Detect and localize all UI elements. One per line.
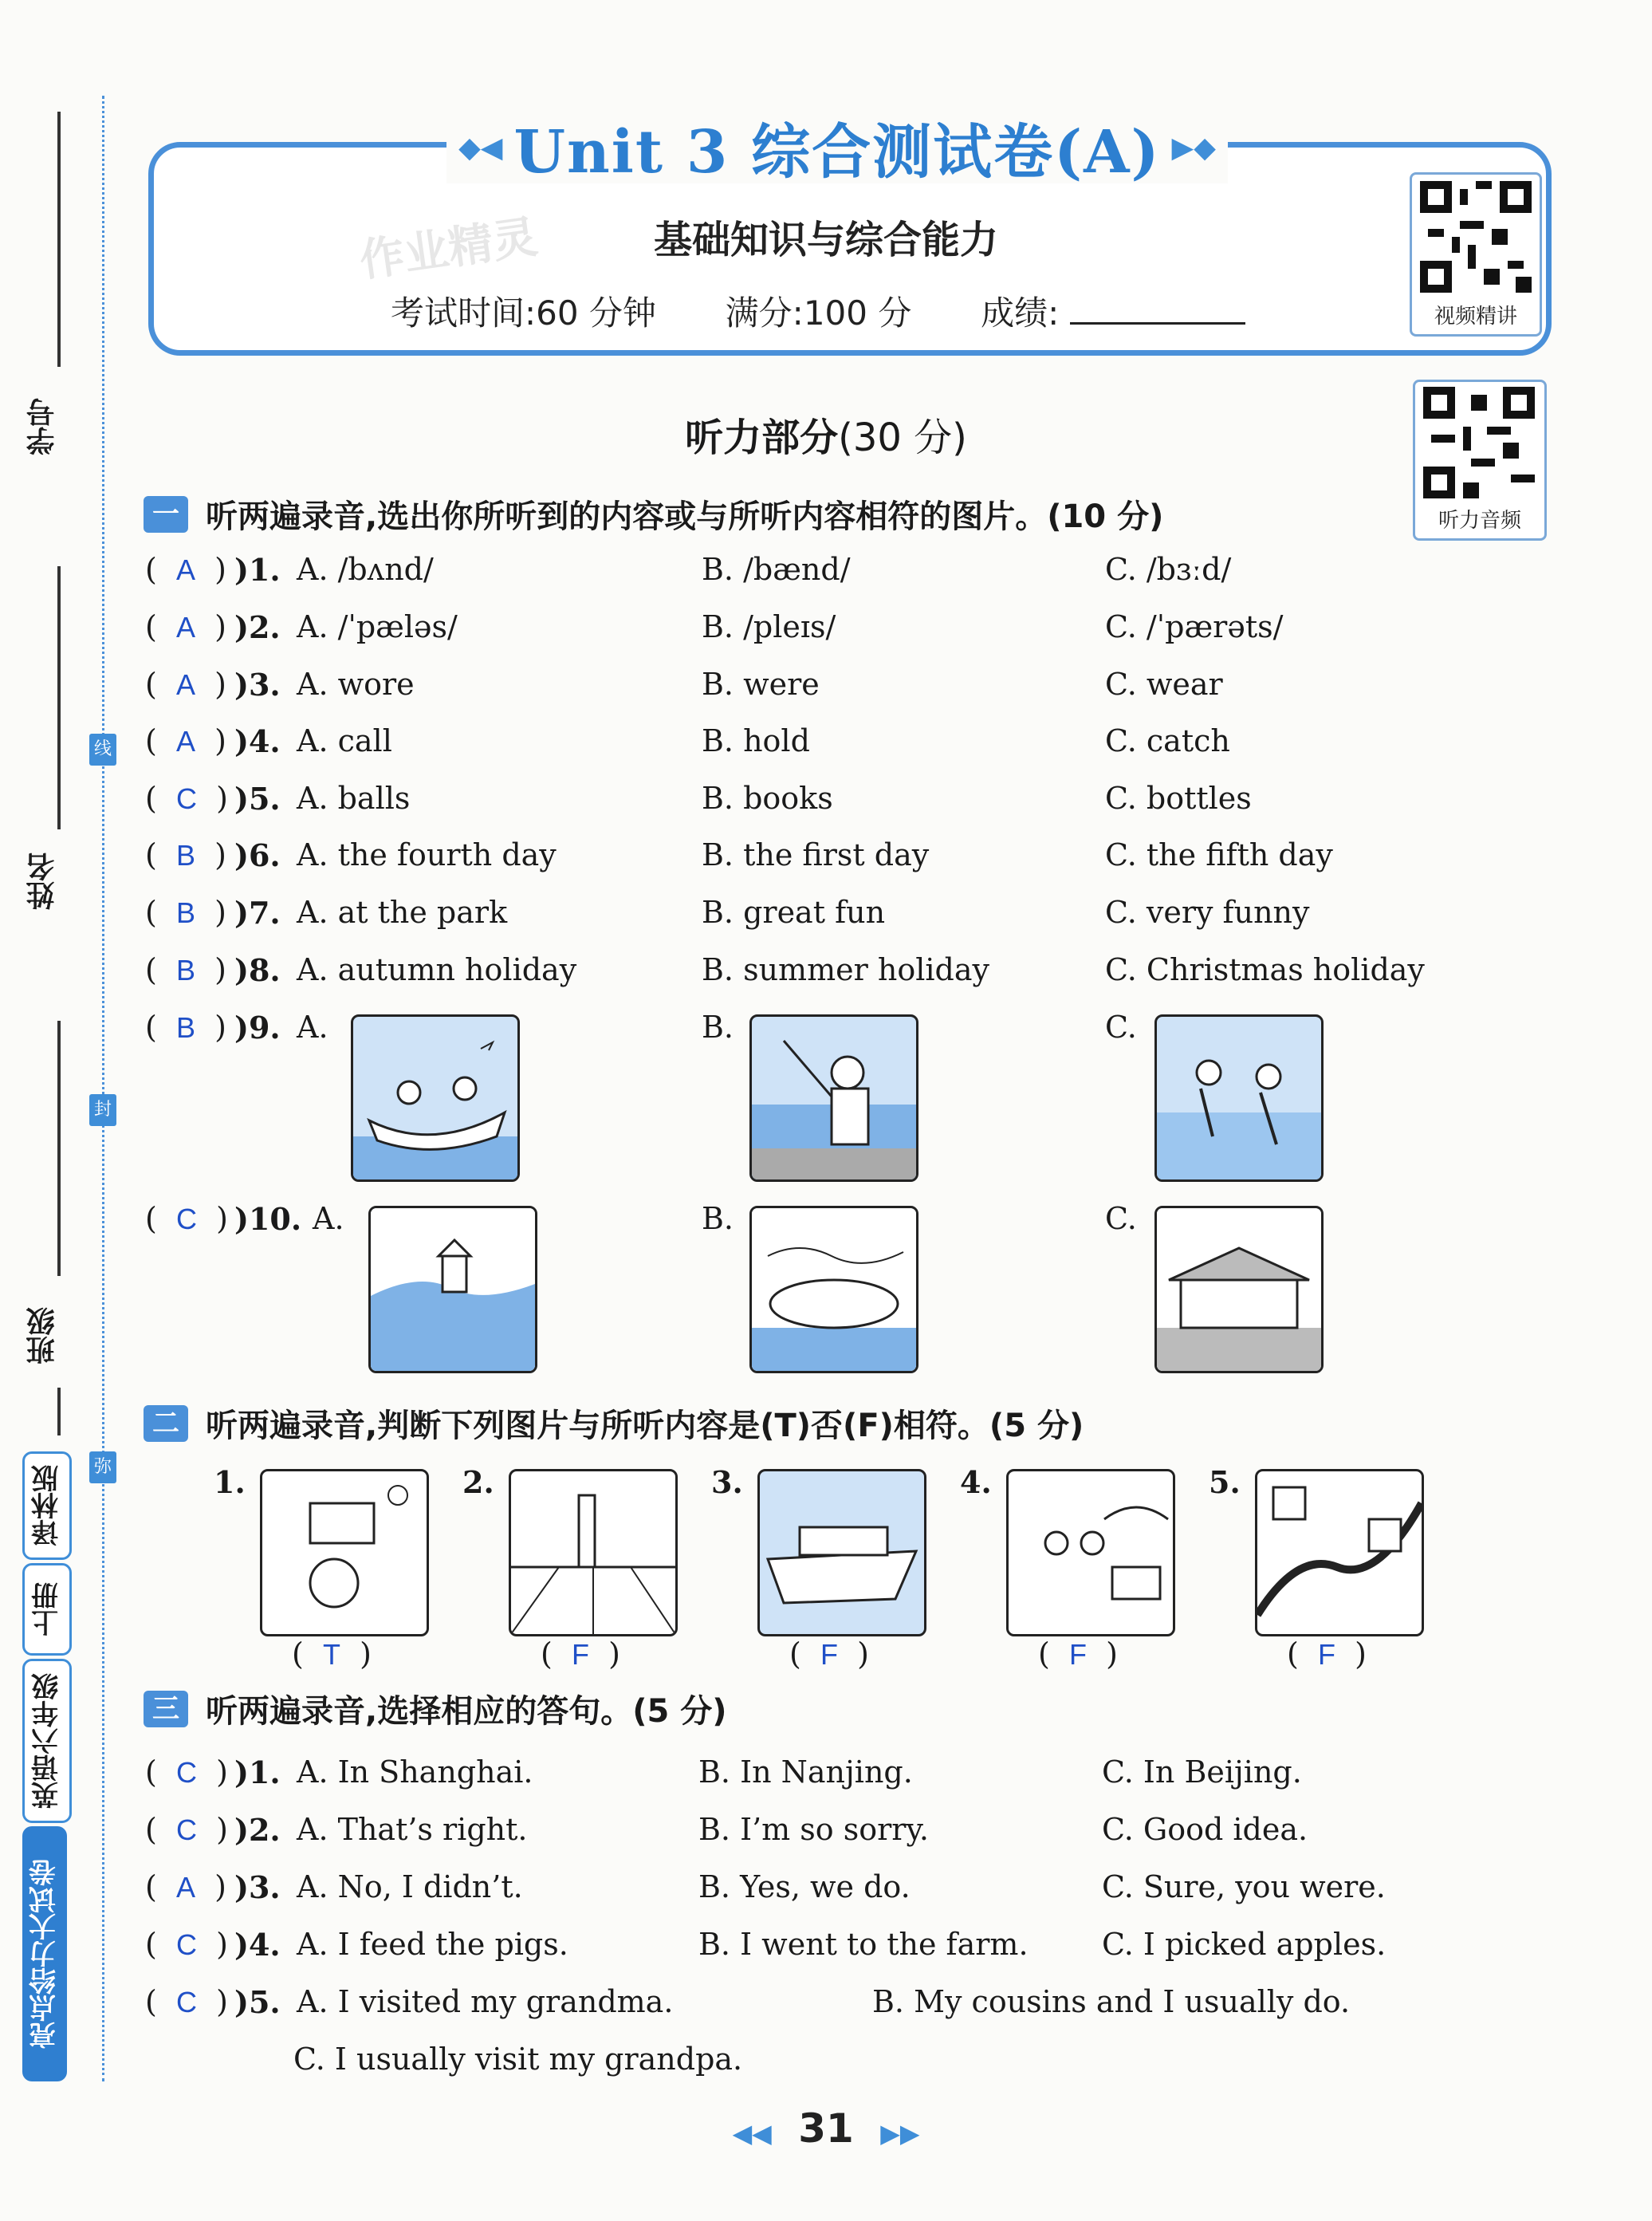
page-number bbox=[0, 2105, 1652, 2152]
question-number: )1. bbox=[234, 1754, 281, 1790]
tf-answer: F bbox=[571, 1638, 589, 1671]
tf-answer: F bbox=[820, 1638, 838, 1671]
answer-letter: A bbox=[175, 668, 195, 701]
tf-answer-paren: ( F ) bbox=[541, 1636, 620, 1672]
picture-fishing bbox=[749, 1014, 918, 1182]
option-a: A. the fourth day bbox=[297, 837, 557, 872]
seal-mark-feng: 封 bbox=[89, 1094, 116, 1126]
question-number: )8. bbox=[234, 952, 281, 988]
tf-answer: F bbox=[1068, 1638, 1087, 1671]
answer-letter: B bbox=[175, 896, 195, 929]
option-b: B. books bbox=[702, 781, 833, 816]
answer-paren: ( A ) bbox=[145, 1869, 226, 1904]
option-c: C. Sure, you were. bbox=[1102, 1869, 1386, 1904]
tf-answer-paren: ( T ) bbox=[292, 1636, 372, 1672]
option-c: C. the fifth day bbox=[1105, 837, 1333, 872]
exam-info bbox=[391, 287, 1245, 335]
listening-title: 听力部分 bbox=[685, 415, 839, 460]
prev-arrow-icon: ◀◀ bbox=[732, 2118, 772, 2148]
picture-ship bbox=[757, 1469, 926, 1636]
margin-line-class bbox=[57, 1388, 61, 1435]
answer-letter: B bbox=[175, 839, 195, 872]
score-blank[interactable] bbox=[1070, 322, 1245, 325]
margin-line-id bbox=[57, 566, 61, 829]
option-a: A. autumn holiday bbox=[297, 952, 577, 987]
question-row-p3-5 bbox=[145, 1984, 1580, 2032]
page-title: Unit 3 综合测试卷(A) bbox=[513, 118, 1161, 187]
part1-number: 一 bbox=[144, 496, 188, 533]
tf-answer-paren: ( F ) bbox=[1038, 1636, 1118, 1672]
part1-heading bbox=[144, 491, 1163, 537]
option-c: C. very funny bbox=[1105, 895, 1310, 930]
qr-video[interactable] bbox=[1410, 172, 1542, 337]
option-c: C. catch bbox=[1105, 723, 1230, 758]
name-label: 姓名 bbox=[26, 853, 59, 910]
question-row bbox=[145, 1754, 1580, 1802]
picture-skating bbox=[1154, 1014, 1324, 1182]
seal-mark-mi: 弥 bbox=[89, 1451, 116, 1483]
page-number-text: 31 bbox=[798, 2105, 854, 2152]
answer-letter: C bbox=[175, 1756, 197, 1789]
option-a: A. /ˈpæləs/ bbox=[297, 609, 458, 644]
tf-answer-paren: ( F ) bbox=[1287, 1636, 1367, 1672]
picture-stadium bbox=[749, 1206, 918, 1373]
answer-paren: ( C ) bbox=[145, 1812, 228, 1847]
qr-audio[interactable] bbox=[1413, 380, 1547, 541]
part2-number: 二 bbox=[144, 1405, 188, 1442]
question-row bbox=[145, 609, 1580, 657]
option-c: C. Christmas holiday bbox=[1105, 952, 1425, 987]
answer-paren: ( C ) bbox=[145, 1927, 228, 1962]
option-a: A. /bʌnd/ bbox=[297, 552, 434, 587]
option-b: B. the first day bbox=[702, 837, 930, 872]
option-b: B. summer holiday bbox=[702, 952, 989, 987]
question-number: )7. bbox=[234, 895, 281, 931]
option-b: B. I went to the farm. bbox=[698, 1927, 1029, 1962]
question-row bbox=[145, 837, 1580, 885]
full-score: 满分:100 分 bbox=[725, 293, 912, 333]
option-a: A. I feed the pigs. bbox=[297, 1927, 568, 1962]
answer-paren: ( A ) bbox=[145, 667, 226, 702]
answer-letter: C bbox=[175, 1986, 197, 2018]
tf-item-number: 4. bbox=[960, 1464, 992, 1500]
question-number: )1. bbox=[234, 552, 281, 588]
part3-number: 三 bbox=[144, 1691, 188, 1727]
exam-time: 考试时间:60 分钟 bbox=[391, 293, 656, 333]
option-a: A. at the park bbox=[297, 895, 508, 930]
picture-factory bbox=[509, 1469, 678, 1636]
question-number: )5. bbox=[234, 781, 281, 817]
spine-series: 亮点给力大试卷 bbox=[22, 1826, 67, 2081]
option-b: B. /bænd/ bbox=[702, 552, 851, 587]
option-c-label: C. I usually visit my grandpa. bbox=[293, 2042, 743, 2077]
picture-wall bbox=[1255, 1469, 1424, 1636]
option-a: A. In Shanghai. bbox=[297, 1754, 533, 1790]
option-c-label: C. bbox=[1105, 1010, 1137, 1045]
picture-station bbox=[1006, 1469, 1175, 1636]
picture-tower-lake bbox=[368, 1206, 537, 1373]
qr-video-caption: 视频精讲 bbox=[1434, 305, 1517, 329]
option-b: B. Yes, we do. bbox=[698, 1869, 911, 1904]
option-a-label: A. bbox=[297, 1010, 328, 1045]
option-b-label: B. bbox=[702, 1201, 734, 1236]
answer-letter: C bbox=[175, 782, 197, 815]
question-row bbox=[145, 723, 1580, 771]
option-a: A. call bbox=[297, 723, 392, 758]
arrow-right-icon: ▶◆ bbox=[1171, 131, 1216, 164]
question-row bbox=[145, 781, 1580, 829]
question-number: )2. bbox=[234, 1812, 281, 1848]
tf-item-number: 3. bbox=[711, 1464, 743, 1500]
picture-palace bbox=[1154, 1206, 1324, 1373]
question-row bbox=[145, 1812, 1580, 1860]
option-c: C. /bɜːd/ bbox=[1105, 552, 1232, 587]
option-b: B. In Nanjing. bbox=[698, 1754, 913, 1790]
option-a: A. wore bbox=[297, 667, 415, 702]
option-a: A. That’s right. bbox=[297, 1812, 528, 1847]
option-b-label: B. My cousins and I usually do. bbox=[872, 1984, 1351, 2019]
answer-paren: ( B ) bbox=[145, 895, 226, 930]
question-row bbox=[145, 1927, 1580, 1975]
listening-section-title bbox=[0, 407, 1652, 462]
seal-mark-line: 线 bbox=[89, 734, 116, 766]
listening-points: (30 分) bbox=[838, 415, 967, 460]
watermark: 作业精灵 bbox=[356, 211, 541, 288]
answer-paren: ( B ) bbox=[145, 952, 226, 987]
question-row bbox=[145, 895, 1580, 943]
subtitle: 基础知识与综合能力 bbox=[653, 218, 998, 262]
answer-letter: B bbox=[175, 954, 195, 986]
option-c: C. In Beijing. bbox=[1102, 1754, 1302, 1790]
answer-paren: ( C ) bbox=[145, 1754, 228, 1790]
answer-letter: A bbox=[175, 553, 195, 586]
part3-instruction: 听两遍录音,选择相应的答句。(5 分) bbox=[206, 1693, 727, 1730]
tf-answer: T bbox=[322, 1638, 340, 1671]
option-b: B. great fun bbox=[702, 895, 886, 930]
option-a-label: A. bbox=[313, 1201, 344, 1236]
option-b: B. /pleɪs/ bbox=[702, 609, 836, 644]
tf-answer: F bbox=[1317, 1638, 1335, 1671]
option-a: A. No, I didn’t. bbox=[297, 1869, 523, 1904]
class-label: 班级 bbox=[26, 1307, 59, 1364]
question-row bbox=[145, 552, 1580, 600]
option-c: C. Good idea. bbox=[1102, 1812, 1308, 1847]
question-row bbox=[145, 1869, 1580, 1917]
tf-item-number: 1. bbox=[214, 1464, 246, 1500]
answer-paren: ( C ) bbox=[145, 781, 228, 816]
answer-paren: ( C ) bbox=[145, 1201, 228, 1236]
answer-letter: C bbox=[175, 1813, 197, 1846]
option-c: C. bottles bbox=[1105, 781, 1252, 816]
tf-answer-paren: ( F ) bbox=[789, 1636, 869, 1672]
answer-paren: ( B ) bbox=[145, 1010, 226, 1045]
picture-farm bbox=[260, 1469, 429, 1636]
student-id-label: 学号 bbox=[26, 398, 59, 455]
question-row bbox=[145, 952, 1580, 1000]
option-c: C. wear bbox=[1105, 667, 1223, 702]
margin-line-name bbox=[57, 1021, 61, 1276]
answer-paren: ( A ) bbox=[145, 723, 226, 758]
question-row-p3-5-c bbox=[145, 2042, 1580, 2089]
answer-letter: A bbox=[175, 725, 195, 758]
answer-paren: ( C ) bbox=[145, 1984, 228, 2019]
answer-paren: ( B ) bbox=[145, 837, 226, 872]
spine-edition: 译林版 bbox=[22, 1451, 72, 1560]
title-banner bbox=[446, 112, 1228, 187]
part3-heading bbox=[144, 1686, 727, 1731]
next-arrow-icon: ▶▶ bbox=[880, 2118, 920, 2148]
option-b: B. were bbox=[702, 667, 820, 702]
option-a: A. balls bbox=[297, 781, 411, 816]
question-number: )9. bbox=[234, 1010, 281, 1046]
option-b-label: B. bbox=[702, 1010, 734, 1045]
option-c: C. /ˈpærəts/ bbox=[1105, 609, 1284, 644]
question-number: )6. bbox=[234, 837, 281, 873]
answer-letter: C bbox=[175, 1928, 197, 1961]
qr-code-icon bbox=[1423, 387, 1535, 498]
picture-boating bbox=[351, 1014, 520, 1182]
question-row bbox=[145, 667, 1580, 715]
question-number: )10. bbox=[234, 1201, 302, 1237]
question-number: )4. bbox=[234, 1927, 281, 1963]
seal-dotted-line bbox=[102, 96, 104, 2081]
question-number: )3. bbox=[234, 1869, 281, 1905]
qr-audio-caption: 听力音频 bbox=[1438, 509, 1521, 533]
question-number: )5. bbox=[234, 1984, 281, 2020]
spine-subject: 英语六年级 bbox=[22, 1659, 72, 1823]
question-number: )3. bbox=[234, 667, 281, 703]
option-c-label: C. bbox=[1105, 1201, 1137, 1236]
part2-heading bbox=[144, 1400, 1084, 1446]
score-label: 成绩: bbox=[981, 293, 1060, 333]
option-b: B. hold bbox=[702, 723, 810, 758]
tf-item-number: 2. bbox=[462, 1464, 494, 1500]
spine-volume: 上册 bbox=[22, 1563, 72, 1656]
answer-paren: ( A ) bbox=[145, 609, 226, 644]
option-a-label: A. I visited my grandma. bbox=[297, 1984, 674, 2019]
arrow-left-icon: ◆◀ bbox=[458, 131, 503, 164]
answer-letter: A bbox=[175, 611, 195, 644]
question-number: )2. bbox=[234, 609, 281, 645]
question-number: )4. bbox=[234, 723, 281, 759]
tf-item-number: 5. bbox=[1209, 1464, 1241, 1500]
option-b: B. I’m so sorry. bbox=[698, 1812, 929, 1847]
option-c: C. I picked apples. bbox=[1102, 1927, 1386, 1962]
answer-letter: B bbox=[175, 1011, 195, 1044]
part1-instruction: 听两遍录音,选出你所听到的内容或与所听内容相符的图片。(10 分) bbox=[206, 498, 1164, 535]
answer-paren: ( A ) bbox=[145, 552, 226, 587]
qr-code-icon bbox=[1420, 181, 1532, 293]
answer-letter: A bbox=[175, 1871, 195, 1904]
part2-instruction: 听两遍录音,判断下列图片与所听内容是(T)否(F)相符。(5 分) bbox=[206, 1408, 1084, 1444]
answer-letter: C bbox=[175, 1203, 197, 1235]
